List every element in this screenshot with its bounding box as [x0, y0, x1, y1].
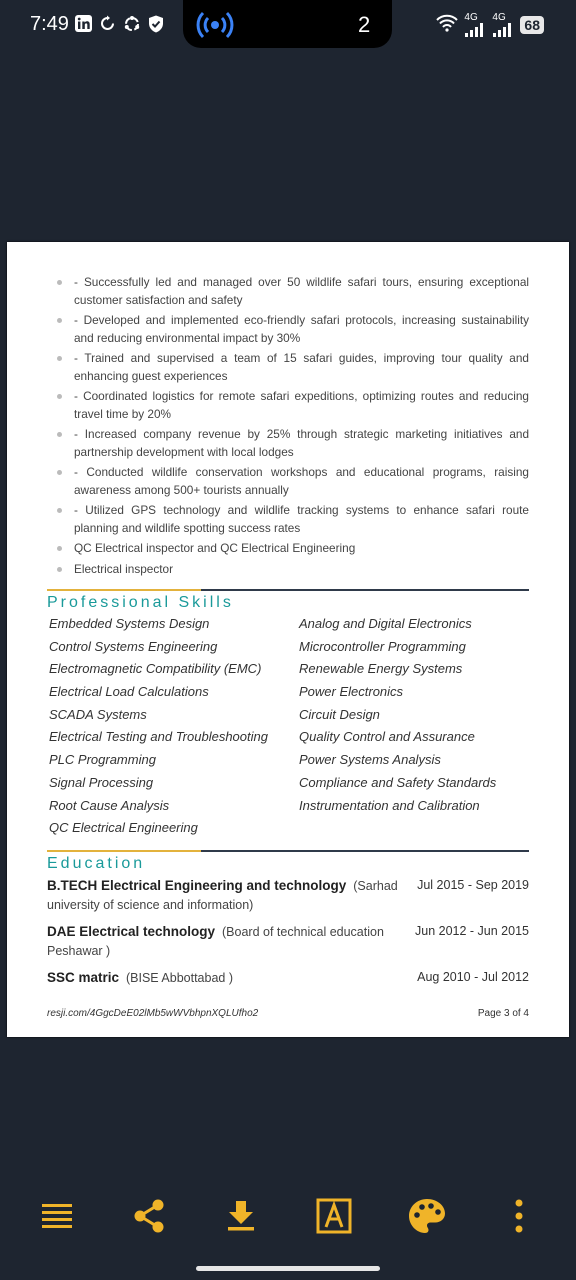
bullet-dot: [57, 470, 62, 475]
education-entry: [47, 922, 529, 961]
skill-item: Instrumentation and Calibration: [299, 797, 480, 813]
bottom-toolbar: [0, 1190, 576, 1250]
school-name: (Board of technical education Peshawar ): [47, 925, 384, 958]
status-bar: [0, 0, 576, 52]
education-dates: Jul 2015 - Sep 2019: [417, 878, 529, 892]
skills-divider: [47, 589, 529, 591]
list-item: - Developed and implemented eco-friendly safari protocols, increasing sustainability and reducing environmental impact by 30%: [57, 312, 529, 347]
wifi-icon: [436, 14, 458, 37]
battery-indicator: 68: [520, 16, 544, 34]
font-button[interactable]: [309, 1190, 359, 1246]
skill-item: Renewable Energy Systems: [299, 661, 463, 677]
skill-item: Circuit Design: [299, 706, 380, 722]
bullet-dot: [57, 280, 62, 285]
skill-item: Analog and Digital Electronics: [299, 616, 472, 631]
network-type-1: 4G: [464, 12, 478, 23]
download-icon: [226, 1200, 256, 1237]
list-item: - Coordinated logistics for remote safari expeditions, optimizing routes and reducing travel time by 20%: [57, 388, 529, 423]
bullet-dot: [57, 508, 62, 513]
bullet-dot: [57, 546, 62, 551]
share-button[interactable]: [124, 1190, 174, 1246]
recycle-icon: [122, 14, 141, 33]
bullet-dot: [57, 318, 62, 323]
notification-count: 2: [358, 12, 371, 37]
more-icon: [514, 1199, 524, 1238]
broadcast-icon: [196, 9, 234, 46]
skill-item: Control Systems Engineering: [49, 638, 218, 654]
skill-item: PLC Programming: [49, 752, 156, 768]
skill-item: Root Cause Analysis: [49, 797, 170, 813]
linkedin-icon: [74, 14, 93, 33]
skill-item: QC Electrical Engineering: [49, 820, 198, 836]
skill-item: Signal Processing: [49, 774, 154, 790]
education-entry: [47, 968, 529, 988]
experience-bullet-list: [57, 274, 529, 581]
list-item: - Successfully led and managed over 50 wildlife safari tours, ensuring exceptional customer satisfaction and safety: [57, 274, 529, 309]
theme-button[interactable]: [402, 1190, 452, 1246]
divider-accent: [47, 850, 201, 852]
palette-icon: [408, 1198, 446, 1239]
menu-icon: [41, 1202, 73, 1235]
skill-item: Power Electronics: [299, 684, 404, 700]
home-indicator[interactable]: [196, 1266, 380, 1271]
bullet-dot: [57, 394, 62, 399]
list-item: QC Electrical inspector and QC Electrical Engineering: [57, 540, 529, 558]
divider-accent: [47, 589, 201, 591]
skill-item: Embedded Systems Design: [49, 616, 210, 631]
skill-item: Power Systems Analysis: [299, 752, 441, 768]
skill-item: Electrical Load Calculations: [49, 684, 209, 700]
page-number: Page 3 of 4: [477, 1008, 529, 1019]
skill-item: Electrical Testing and Troubleshooting: [49, 729, 268, 745]
degree-name: DAE Electrical technology: [47, 924, 216, 939]
education-entry: [47, 876, 529, 915]
menu-button[interactable]: [32, 1190, 82, 1246]
resume-page[interactable]: [7, 242, 569, 1037]
bullet-dot: [57, 356, 62, 361]
font-icon: [316, 1198, 352, 1239]
sync-icon: [98, 14, 117, 33]
school-name: (BISE Abbottabad ): [125, 971, 233, 985]
education-dates: Jun 2012 - Jun 2015: [415, 924, 529, 938]
education-section-title: Education: [47, 855, 146, 872]
skill-item: Microcontroller Programming: [299, 638, 466, 654]
list-item: - Conducted wildlife conservation workshops and educational programs, raising awareness among 500+ tourists annually: [57, 464, 529, 499]
degree-name: SSC matric: [47, 970, 120, 985]
signal-2: [492, 13, 514, 37]
education-dates: Aug 2010 - Jul 2012: [417, 970, 529, 984]
network-type-2: 4G: [492, 12, 506, 23]
notification-icons: [74, 14, 165, 33]
share-icon: [131, 1198, 167, 1239]
bullet-dot: [57, 567, 62, 572]
more-options-button[interactable]: [494, 1190, 544, 1246]
status-time: 7:49: [30, 13, 69, 35]
list-item: - Trained and supervised a team of 15 safari guides, improving tour quality and enhancing guest experiences: [57, 350, 529, 385]
bullet-dot: [57, 432, 62, 437]
skill-item: Compliance and Safety Standards: [299, 774, 497, 790]
skills-left-column: [49, 613, 268, 840]
resume-link[interactable]: resji.com/4GgcDeE02lMb5wWVbhpnXQLUfho2: [47, 1008, 259, 1019]
list-item: - Increased company revenue by 25% through strategic marketing initiatives and partnership development with local lodges: [57, 426, 529, 461]
school-name: (Sarhad university of science and information): [47, 879, 398, 912]
education-divider: [47, 850, 529, 852]
skill-item: Electromagnetic Compatibility (EMC): [49, 661, 262, 677]
list-item: - Utilized GPS technology and wildlife tracking systems to enhance safari route planning and wildlife spotting success rates: [57, 502, 529, 537]
skills-section-title: Professional Skills: [47, 594, 234, 611]
degree-name: B.TECH Electrical Engineering and technology: [47, 878, 347, 893]
list-item: Electrical inspector: [57, 561, 529, 579]
signal-1: [464, 13, 486, 37]
skill-item: SCADA Systems: [49, 706, 147, 722]
system-indicators: [436, 13, 544, 37]
skill-item: Quality Control and Assurance: [299, 729, 475, 745]
shield-check-icon: [146, 14, 165, 33]
skills-right-column: [299, 613, 496, 817]
download-button[interactable]: [216, 1190, 266, 1246]
